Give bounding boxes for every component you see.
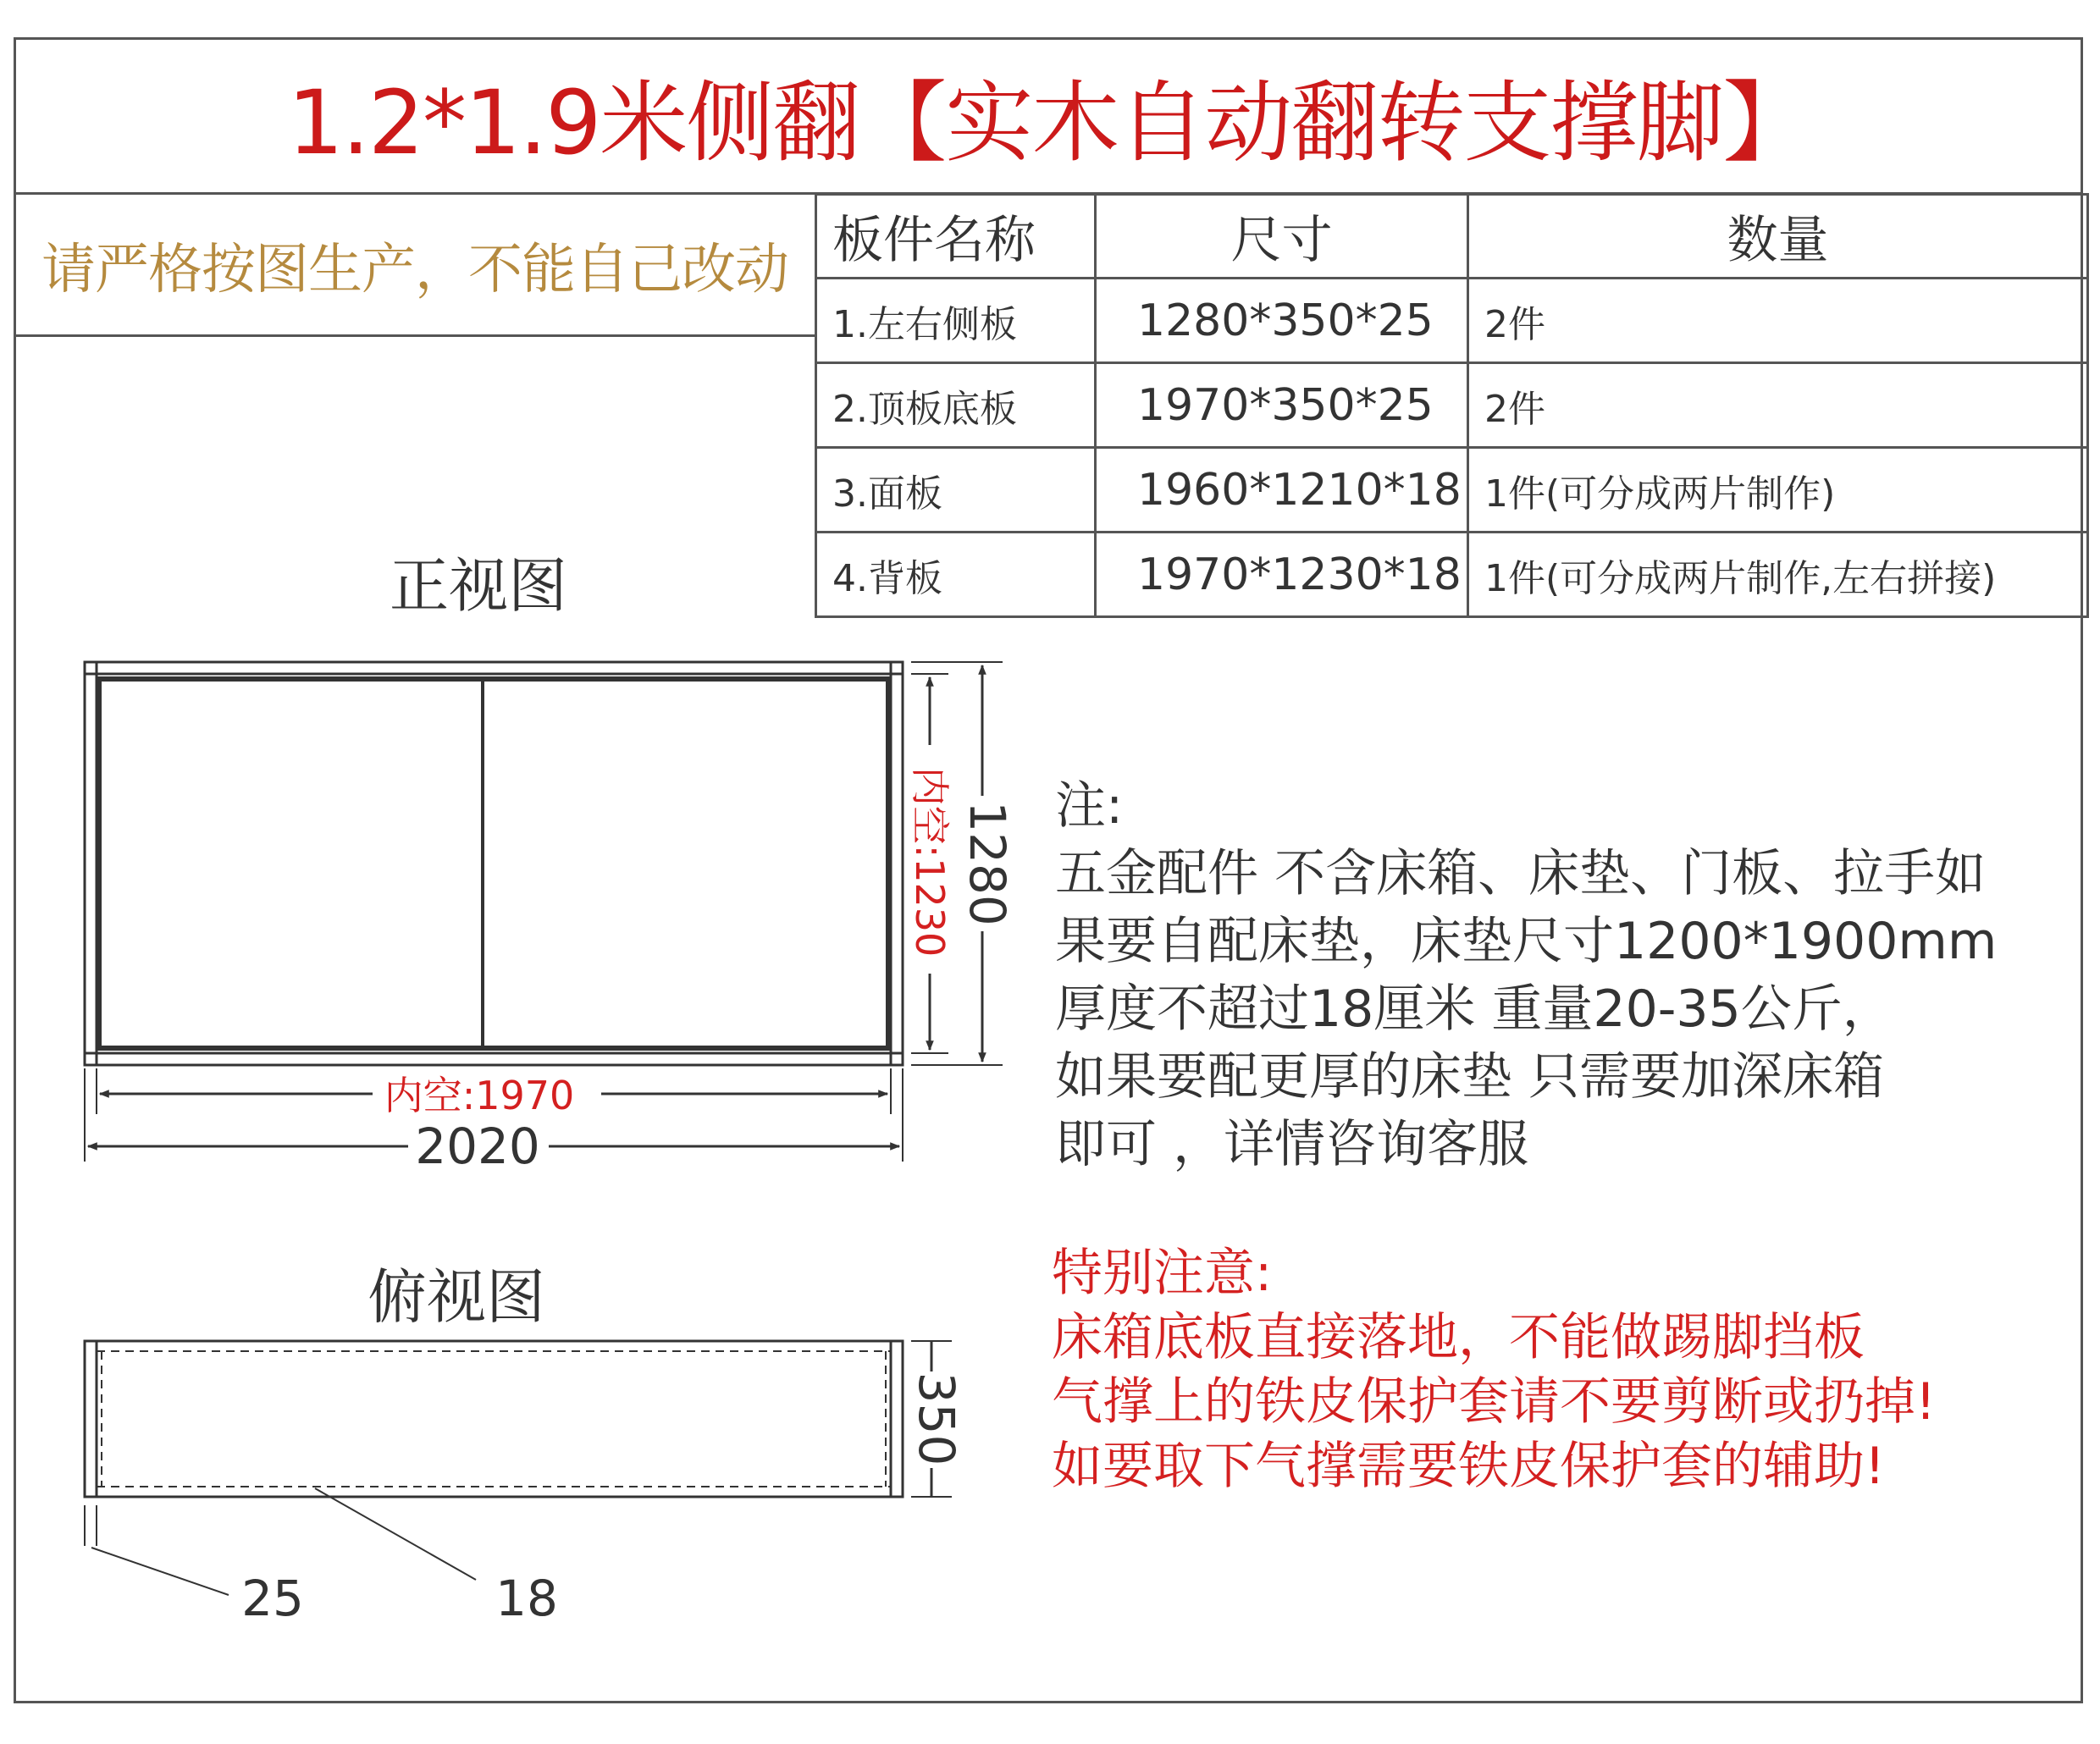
part-name-cell: 4.背板 xyxy=(816,533,1096,617)
notes-line: 如果要配更厚的床垫 只需要加深床箱 xyxy=(1055,1047,1885,1107)
front-view-title: 正视图 xyxy=(390,551,567,621)
part-size-cell: 1280*350*25 xyxy=(1096,279,1468,363)
table-row xyxy=(816,448,2088,533)
header-part-name: 板件名称 xyxy=(816,195,1096,279)
header-size: 尺寸 xyxy=(1096,195,1468,279)
outer-height-label: 1280 xyxy=(959,801,1016,926)
panel-thickness-label: 18 xyxy=(495,1570,558,1627)
part-name-cell: 3.面板 xyxy=(816,448,1096,533)
instruction-box xyxy=(14,195,816,337)
part-qty-cell: 2件 xyxy=(1468,363,2088,448)
parts-table xyxy=(815,193,2089,618)
notes-line: 即可 ，详情咨询客服 xyxy=(1055,1115,1529,1174)
instruction-text: 请严格按图生产，不能自己改动 xyxy=(41,238,788,301)
part-name-cell: 1.左右侧板 xyxy=(816,279,1096,363)
notes-line: 厚度不超过18厘米 重量20-35公斤， xyxy=(1055,980,1893,1039)
table-header-row xyxy=(816,195,2088,279)
side-thickness-label: 25 xyxy=(241,1570,304,1627)
part-name-cell: 2.顶板底板 xyxy=(816,363,1096,448)
title-bar xyxy=(14,37,2083,195)
table-row xyxy=(816,279,2088,363)
outer-width-label: 2020 xyxy=(415,1118,540,1175)
part-size-cell: 1970*1230*18 xyxy=(1096,533,1468,617)
notes-line: 五金配件 不含床箱、床垫、门板、拉手如 xyxy=(1055,844,1987,903)
part-qty-cell: 1件(可分成两片制作,左右拼接) xyxy=(1468,533,2088,617)
part-qty-cell: 2件 xyxy=(1468,279,2088,363)
header-quantity: 数量 xyxy=(1468,195,2088,279)
part-size-cell: 1960*1210*18 xyxy=(1096,448,1468,533)
notes-line: 果要自配床垫，床垫尺寸1200*1900mm xyxy=(1055,912,1998,971)
table-row xyxy=(816,363,2088,448)
warning-line: 床箱底板直接落地，不能做踢脚挡板 xyxy=(1052,1308,1865,1367)
inner-height-label: 内空:1230 xyxy=(907,766,953,958)
notes-heading: 注: xyxy=(1055,776,1124,836)
part-qty-cell: 1件(可分成两片制作) xyxy=(1468,448,2088,533)
part-size-cell: 1970*350*25 xyxy=(1096,363,1468,448)
table-row xyxy=(816,533,2088,617)
warning-heading: 特别注意: xyxy=(1052,1244,1273,1303)
inner-width-label: 内空:1970 xyxy=(384,1073,575,1118)
top-view-title: 俯视图 xyxy=(368,1262,545,1332)
warning-line: 气撑上的铁皮保护套请不要剪断或扔掉! xyxy=(1052,1372,1937,1432)
depth-label: 350 xyxy=(908,1371,965,1466)
warning-line: 如要取下气撑需要铁皮保护套的辅助! xyxy=(1052,1437,1886,1496)
warning-block xyxy=(1052,1241,2076,1498)
page-title: 1.2*1.9米侧翻【实木自动翻转支撑脚】 xyxy=(287,70,1810,174)
notes-block xyxy=(1055,772,2080,1178)
